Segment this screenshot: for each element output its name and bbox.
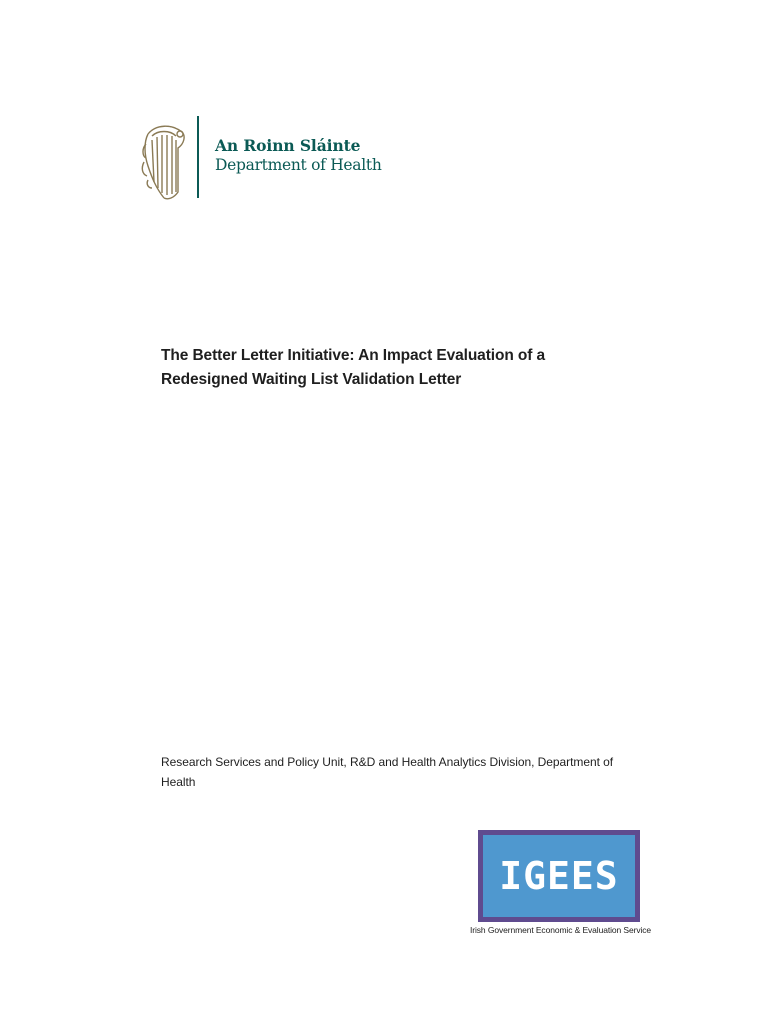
- document-title: [161, 344, 621, 392]
- department-of-health-logo: [138, 112, 382, 202]
- logo-divider: [197, 116, 199, 198]
- logo-english-name: Department of Health: [215, 156, 382, 174]
- igees-caption: Irish Government Economic & Evaluation Service: [470, 925, 652, 935]
- author-affiliation: [161, 752, 661, 792]
- title-line-1: The Better Letter Initiative: An Impact Evaluation of a: [161, 347, 546, 364]
- igees-logo-text: IGEES: [499, 854, 619, 898]
- logo-irish-name: An Roinn Sláinte: [215, 136, 361, 155]
- title-line-2: Redesigned Waiting List Validation Letter: [161, 371, 462, 388]
- author-line-2: Health: [161, 775, 196, 789]
- author-line-1: Research Services and Policy Unit, R&D and Health Analytics Division, Department of: [161, 755, 614, 769]
- igees-logo-panel: [483, 835, 635, 917]
- harp-emblem-icon: [138, 122, 190, 202]
- igees-logo: [478, 830, 640, 922]
